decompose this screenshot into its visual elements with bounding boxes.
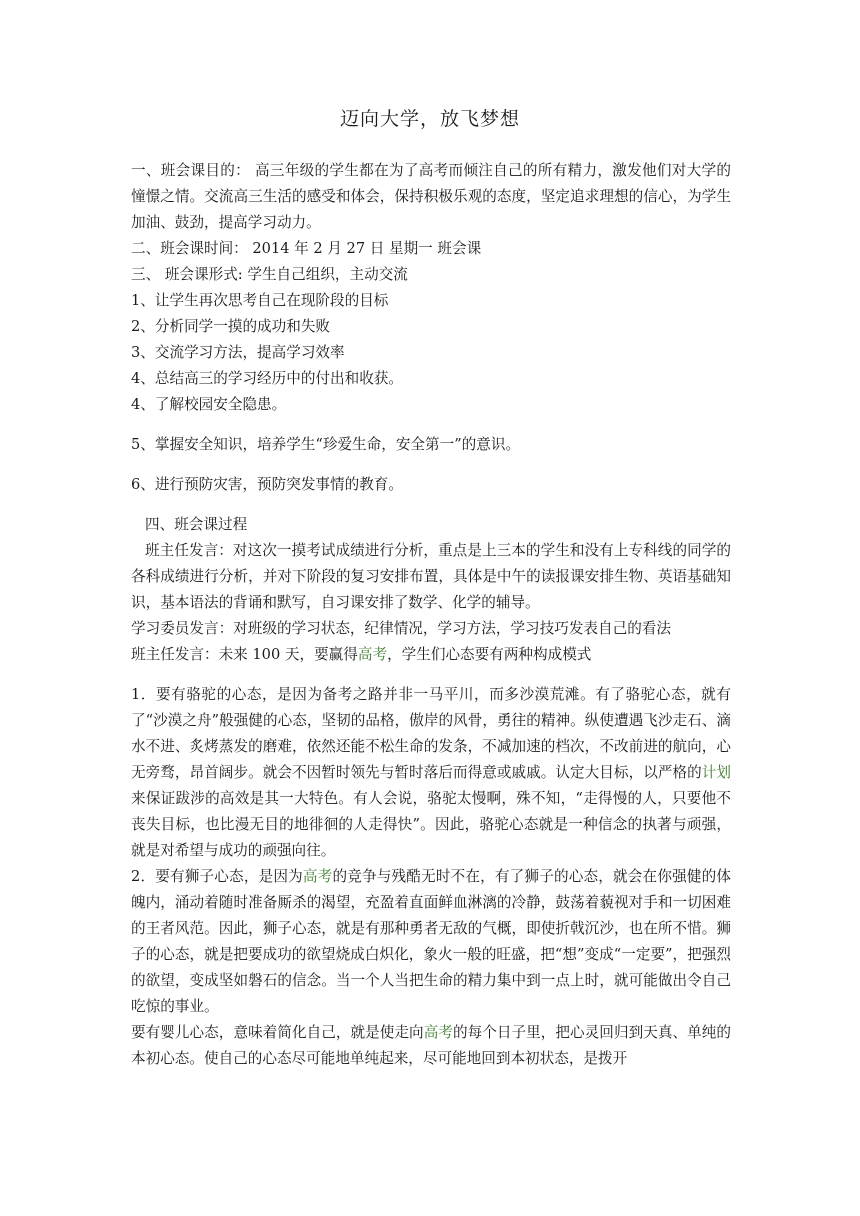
keyword-link[interactable]: 高考	[302, 868, 333, 885]
text-span: 来保证跋涉的高效是其一大特色。有人会说，骆驼太慢啊，殊不知，“走得慢的人，只要他不丧失目标，也比漫无目的地徘徊的人走得快”。因此，骆驼心态就是一种信念的执著与顽强，就是对希望与成功的顽强向往。	[131, 790, 731, 859]
form-paragraph: 三、 班会课形式: 学生自己组织，主动交流	[131, 266, 408, 283]
list-item: 2、分析同学一摸的成功和失败	[131, 318, 331, 335]
text-span: ，学生们心态要有两种构成模式	[387, 646, 592, 663]
process-heading: 四、班会课过程	[145, 516, 248, 533]
lion-paragraph	[131, 864, 731, 1020]
keyword-link[interactable]: 计划	[701, 764, 731, 781]
teacher-speech-2	[131, 642, 731, 668]
keyword-link[interactable]: 高考	[423, 1024, 453, 1041]
text-span: 1．要有骆驼的心态，是因为备考之路并非一马平川，而多沙漠荒滩。有了骆驼心态，就有了“沙漠之舟”般强健的心态，坚韧的品格，傲岸的风骨，勇往的精神。纵使遭遇飞沙走石、滴水不进、炙烤蒸发的磨难，依然还能不松生命的发条，不减加速的档次，不改前进的航向，心无旁骛，昂首阔步。就会不因暂时领先与暂时落后而得意或戚戚。认定大目标，以严格的	[131, 686, 731, 781]
camel-paragraph	[131, 682, 731, 864]
text-span: 班主任发言：未来 100 天，要赢得	[131, 646, 358, 663]
text-span: 的竞争与残酷无时不在，有了狮子的心态，就会在你强健的体魄内，涌动着随时准备厮杀的渴望，充盈着直面鲜血淋漓的冷静，鼓荡着藐视对手和一切困难的王者风范。因此，狮子心态，就是有那种勇者无敌的气概，即使折戟沉沙，也在所不惜。狮子的心态，就是把要成功的欲望烧成白炽化，象火一般的旺盛，把“想”变成“一定要”，把强烈的欲望，变成坚如磐石的信念。当一个人当把生命的精力集中到一点上时，就可能做出令自己吃惊的事业。	[131, 868, 731, 1015]
document-title: 迈向大学，放飞梦想	[339, 108, 520, 130]
text-span: 2．要有狮子心态，是因为	[131, 868, 303, 885]
list-item: 6、进行预防灾害，预防突发事情的教育。	[131, 476, 403, 493]
teacher-speech-1: 班主任发言：对这次一摸考试成绩进行分析，重点是上三本的学生和没有上专科线的同学的各科成绩进行分析，并对下阶段的复习安排布置，具体是中午的读报课安排生物、英语基础知识，基本语法的背诵和默写，自习课安排了数学、化学的辅导。	[131, 542, 731, 611]
list-item: 1、让学生再次思考自己在现阶段的目标	[131, 292, 389, 309]
text-span: 要有婴儿心态，意味着简化自己，就是使走向	[131, 1024, 424, 1041]
text-span: 的每个日子里，把心灵回归到天真、单纯的本初心态。使自己的心态尽可能地单纯起来，尽可能地回到本初状态，是拨开	[131, 1024, 731, 1067]
committee-speech: 学习委员发言：对班级的学习状态，纪律情况，学习方法，学习技巧发表自己的看法	[131, 620, 671, 637]
list-item: 5、掌握安全知识，培养学生“珍爱生命，安全第一”的意识。	[131, 436, 521, 453]
document-body	[131, 158, 731, 1072]
keyword-link[interactable]: 高考	[357, 646, 388, 663]
purpose-paragraph: 一、班会课目的： 高三年级的学生都在为了高考而倾注自己的所有精力，激发他们对大学的憧憬之情。交流高三生活的感受和体会，保持积极乐观的态度，坚定追求理想的信心，为学生加油、鼓劲，提高学习动力。	[131, 162, 731, 231]
list-item: 3、交流学习方法，提高学习效率	[131, 344, 345, 361]
time-paragraph: 二、班会课时间： 2014 年 2 月 27 日 星期一 班会课	[131, 240, 482, 257]
list-item: 4、了解校园安全隐患。	[131, 396, 287, 413]
list-item: 4、总结高三的学习经历中的付出和收获。	[131, 370, 403, 387]
baby-paragraph	[131, 1020, 731, 1072]
